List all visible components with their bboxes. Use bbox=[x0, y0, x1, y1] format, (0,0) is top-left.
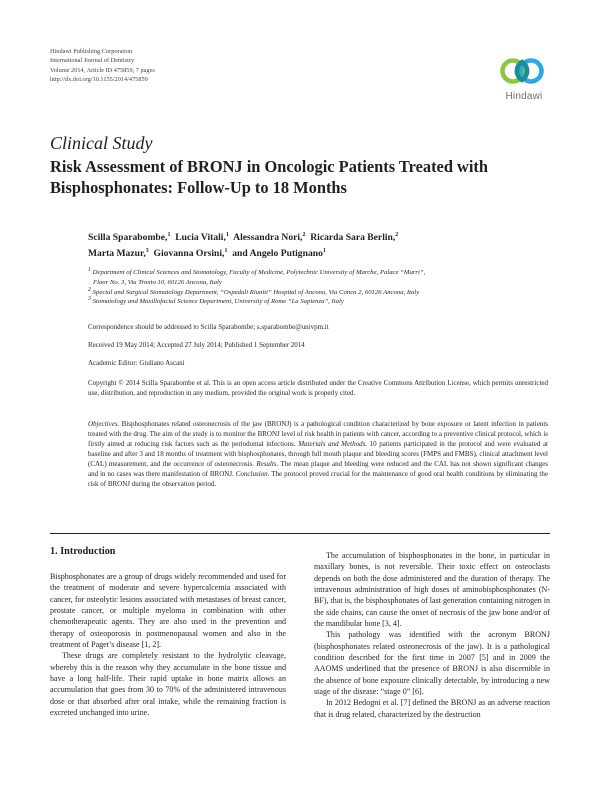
paragraph: In 2012 Bedogni et al. [7] defined the BRONJ as an adverse reaction that is drug related, characterized by the destruction bbox=[314, 698, 550, 719]
author: Lucia Vitali,$^1$ bbox=[175, 231, 229, 243]
doi-link[interactable]: http://dx.doi.org/10.1155/2014/475859 bbox=[50, 76, 148, 84]
affiliation-1-cont: Floor No. 3, Via Tronto 10, 60126 Ancona, Italy bbox=[93, 278, 222, 286]
copyright-notice: Copyright © 2014 Scilla Sparabombe et al. This is an open access article distributed under the Creative Commons Attribution License, which permits unrestricted use, distribution, and reproduction in any medium, provided the original work is properly cited. bbox=[88, 379, 548, 397]
paragraph: The accumulation of bisphosphonates in the bone, in particular in maxillary bones, is not reversible. Their toxic effect on osteoclasts depends on both the dose administered and the duration of therapy. The intravenous administration of high doses of aminobisphosphonates (N-BF), that is, the bisphosphonates of last generation containing nitrogen in the side chains, can cause the onset of necrosis of the jaw bone and/or of the mandibular bone [3, 4]. bbox=[314, 551, 551, 629]
abstract-objectives: Bisphosphonates related osteonecrosis of the jaw (BRONJ) is a pathological condition characterized by bone exposure or latent infection in patients treated with the drug. The aim of the study is to monitor the BRONJ level of risk health in patients with cancer, according to a preventive clinical protocol, which is firstly aimed at reducing risk factors such as the periodontal infections. bbox=[88, 420, 548, 448]
abstract-methods-label: Materials and Methods. bbox=[298, 440, 368, 448]
publication-dates: Received 19 May 2014; Accepted 27 July 2014; Published 1 September 2014 bbox=[88, 341, 305, 349]
section-heading: 1. Introduction bbox=[50, 546, 116, 557]
publisher-line: Hindawi Publishing Corporation bbox=[50, 48, 133, 55]
author: Scilla Sparabombe,$^1$ bbox=[88, 231, 171, 243]
abstract-results-label: Results. bbox=[256, 460, 279, 468]
section-divider bbox=[50, 533, 550, 534]
affiliation-2: $^2$ Special and Surgical Stomatology Department, “Ospedali Riuniti” Hospital of Ancona, Via Conca 2, 60126 Ancona, Italy bbox=[88, 286, 420, 296]
article-type: Clinical Study bbox=[50, 133, 153, 153]
author-list bbox=[88, 230, 548, 262]
academic-editor: Academic Editor: Giuliano Ascani bbox=[88, 359, 185, 367]
abstract-conclusion: The protocol proved crucial for the maintenance of good oral health conditions by eliminating the risk of BRONJ during the observation period. bbox=[88, 470, 548, 488]
paragraph: These drugs are completely resistant to the hydrolytic cleavage, whereby this is the reason why they accumulate in the bone tissue and have a long half-life. Their rapid uptake in bone matrix allows an accumulation that goes from 30 to 70% of the administered intravenous dose or that absorbed after oral intake, while the remaining fraction is excreted unchanged into urine. bbox=[50, 651, 286, 718]
body-column-right bbox=[314, 550, 550, 720]
affiliation-1: $^1$ Department of Clinical Sciences and Stomatology, Faculty of Medicine, Polytechnic University of Marche, Palace “Murri”, bbox=[88, 266, 426, 276]
abstract-conclusion-label: Conclusion. bbox=[235, 470, 270, 478]
abstract-methods: 10 patients participated in the protocol and were evaluated at baseline and after 3 and 18 months of treatment with bisphosphonates, through full mouth plaque and bleeding scores (FMPS and FMBS), clinical attachment level (CAL) measurement, and the occurrence of osteonecrosis. bbox=[88, 440, 548, 468]
abstract-results: The mean plaque and bleeding were reduced and the CAL has not shown significant changes and in no cases was there manifestation of BRONJ. bbox=[88, 460, 548, 478]
author: and Angelo Putignano$^1$ bbox=[232, 247, 326, 259]
author: Marta Mazur,$^3$ bbox=[88, 247, 149, 259]
correspondence: Correspondence should be addressed to Scilla Sparabombe; s.sparabombe@univpm.it bbox=[88, 323, 329, 331]
volume-line: Volume 2014, Article ID 475859, 7 pages bbox=[50, 66, 155, 74]
paragraph: Bisphosphonates are a group of drugs widely recommended and used for the treatment of moderate and severe hypercalcemia associated with cancer, for osteolytic lesions associated with metastases of breast cancer, prostate cancer, or multiple myeloma in combination with other chemotherapeutic agents. They are also used in the prevention and therapy of osteoporosis in postmenopausal women and also in the treatment of Paget’s disease [1, 2]. bbox=[50, 572, 286, 650]
article-title: Risk Assessment of BRONJ in Oncologic Patients Treated with Bisphosphonates: Follow-Up to 18 Months bbox=[50, 157, 488, 197]
affiliations bbox=[88, 268, 548, 307]
abstract-objectives-label: Objectives. bbox=[88, 420, 120, 428]
body-column-left bbox=[50, 571, 286, 718]
paragraph: This pathology was identified with the acronym BRONJ (bisphosphonates related osteonecrosis of the jaw). It is a pathological condition described for the first time in 2007 [5] and in 2009 the AAOMS underlined that the presence of BRONJ is also discernible in the absence of bone exposure clinically detectable, by introducing a new stage of the disease: “stage 0” [6]. bbox=[314, 630, 550, 697]
author: Giovanna Orsini,$^1$ bbox=[153, 247, 228, 259]
author: Alessandra Nori,$^2$ bbox=[233, 231, 306, 243]
author: Ricarda Sara Berlin,$^2$ bbox=[310, 231, 399, 243]
abstract bbox=[88, 419, 548, 489]
journal-name: International Journal of Dentistry bbox=[50, 57, 135, 65]
journal-header bbox=[50, 47, 155, 85]
affiliation-3: $^3$ Stomatology and Maxillofacial Science Department, University of Rome “La Sapienza”, Italy bbox=[88, 296, 344, 306]
hindawi-logo-text: Hindawi bbox=[505, 91, 543, 102]
